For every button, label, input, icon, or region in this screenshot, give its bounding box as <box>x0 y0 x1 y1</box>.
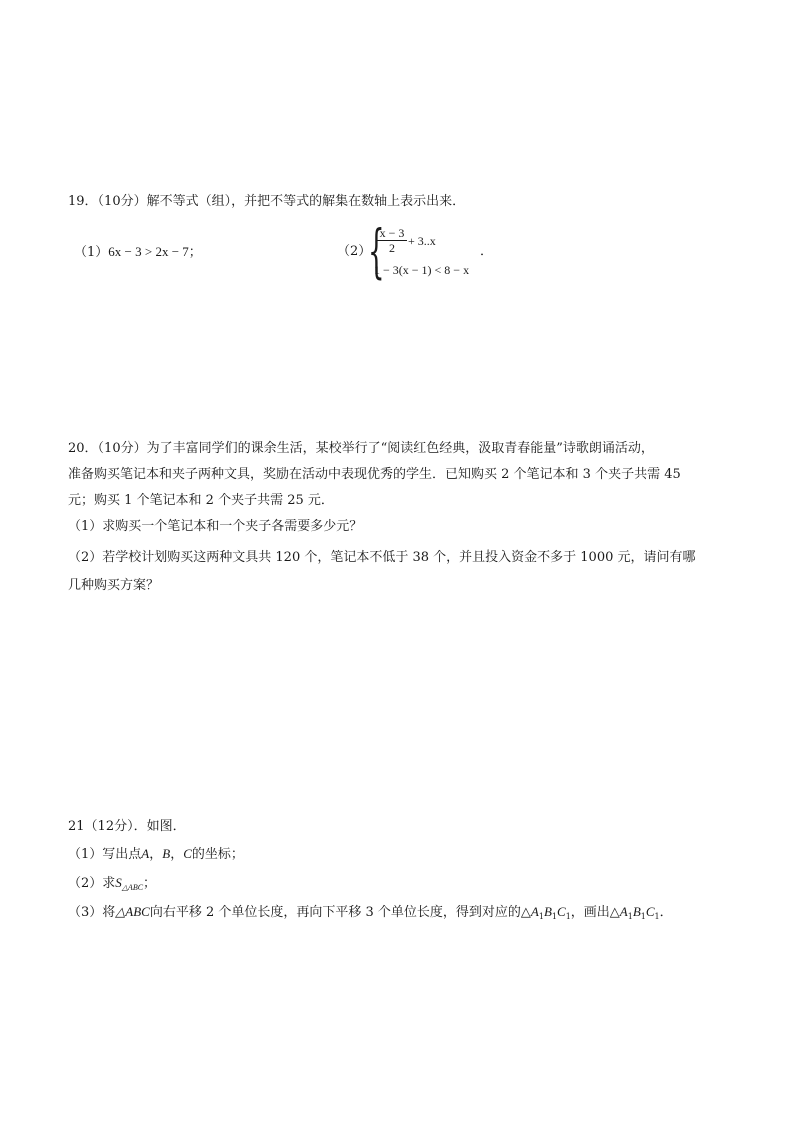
q20-sub2-line1: （2）若学校计划购买这两种文具共 120 个，笔记本不低于 38 个，并且投入资金不多于 1000 元，请问有哪 <box>68 550 696 565</box>
q19-header: 19．（10分）解不等式（组），并把不等式的解集在数轴上表示出来． <box>68 194 466 209</box>
q21-sub3-mid: 向右平移 2 个单位长度，再向下平移 3 个单位长度，得到对应的△ <box>149 905 531 920</box>
subscript-1: 1 <box>654 912 660 921</box>
q21-sub3-mid2: ，画出△ <box>570 905 620 920</box>
q21-sub2-pre: （2）求 <box>68 876 116 891</box>
point-c: C <box>183 846 192 861</box>
tri1-vertex-b: B <box>632 904 641 919</box>
sys-fraction <box>377 226 407 255</box>
sys-frac-denominator: 2 <box>389 241 395 255</box>
tri1-vertex-a: A <box>619 904 628 919</box>
subscript-1: 1 <box>551 912 558 921</box>
q21-sub1 <box>68 845 244 864</box>
tri1-vertex-a: A <box>530 904 539 919</box>
sys-frac-numerator: x − 3 <box>377 226 407 241</box>
subscript-1: 1 <box>565 912 571 921</box>
tri1-vertex-c: C <box>557 904 566 919</box>
q19-part1-label: （1） <box>74 245 109 260</box>
q20-sub1: （1）求购买一个笔记本和一个夹子各需要多少元？ <box>68 519 363 534</box>
sys-line2: 1 − 3(x − 1) < 8 − x <box>374 263 470 277</box>
q19-part1 <box>74 243 202 262</box>
q20-line2: 准备购买笔记本和夹子两种文具，奖励在活动中表现优秀的学生．已知购买 2 个笔记本和 3 个夹子共需 45 <box>68 467 681 482</box>
subscript-1: 1 <box>640 912 646 921</box>
q20-sub2-line2: 几种购买方案？ <box>68 578 160 593</box>
q21-sub2 <box>68 874 156 897</box>
point-b: B <box>162 846 171 861</box>
q21-sub3-pre: （3）将 <box>68 905 116 920</box>
left-brace-icon: { <box>368 217 385 285</box>
q21-sub1-post: 的坐标； <box>191 847 244 862</box>
q19-part1-expr: 6x − 3 > 2x − 7 <box>108 244 189 259</box>
q21-sub3-end: ． <box>659 905 673 920</box>
sys-line1-rest: + 3..x <box>408 234 436 248</box>
q21-header: 21（12分）．如图． <box>68 819 186 834</box>
q19-part2-end: ． <box>480 244 494 259</box>
q20-line1: 20．（10分）为了丰富同学们的课余生活，某校举行了“阅读红色经典，汲取青春能量”诗歌朗诵活动， <box>68 441 654 456</box>
subscript-1: 1 <box>538 912 544 921</box>
triangle-abc: △ABC <box>115 904 150 919</box>
q21-sub3 <box>68 903 673 926</box>
subscript-1: 1 <box>627 912 633 921</box>
area-symbol: S <box>115 875 122 890</box>
q20-line3: 元；购买 1 个笔记本和 2 个夹子共需 25 元． <box>68 493 334 508</box>
q21-sub1-pre: （1）写出点 <box>68 847 142 862</box>
q19-part1-end: ； <box>188 245 202 260</box>
tri1-vertex-c: C <box>645 904 655 919</box>
tri1-vertex-b: B <box>543 904 552 919</box>
q19-part2-label: （2） <box>337 244 372 259</box>
sep: ， <box>149 847 163 862</box>
point-a: A <box>141 846 150 861</box>
area-subscript: △ABC <box>121 883 144 892</box>
sep: ， <box>170 847 184 862</box>
q21-sub2-post: ； <box>143 876 157 891</box>
